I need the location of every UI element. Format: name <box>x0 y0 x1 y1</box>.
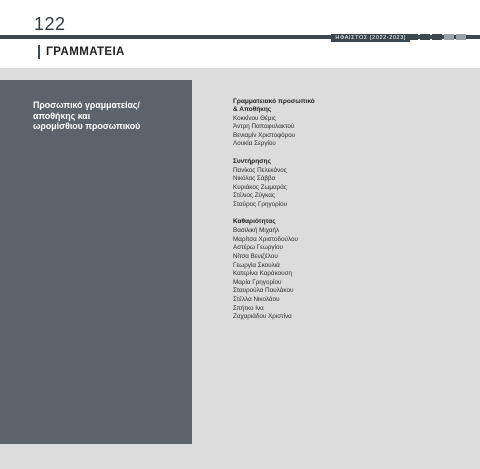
section-marker <box>38 45 40 59</box>
staff-member: Άντρη Παπαφυλακτού <box>233 123 295 131</box>
panel-heading: Προσωπικό γραμματείας/ αποθήκης και ωρομίσθιου προσωπικού <box>33 100 141 131</box>
group-title: Συντήρησης <box>233 157 271 165</box>
header-square <box>408 34 418 40</box>
edition-label: ΗΦΑΙΣΤΟΣ [2022-2023] <box>331 34 410 42</box>
staff-member: Σταυρούλα Παυλάκου <box>233 287 294 295</box>
staff-member: Σπήτκο Ινα <box>233 304 264 312</box>
staff-member: Αστέρω Γεωργίου <box>233 244 283 252</box>
header-square <box>420 34 430 40</box>
staff-member: Στέλλα Νικολάου <box>233 295 280 303</box>
staff-group <box>233 98 433 149</box>
section-title: ΓΡΑΜΜΑΤΕΙΑ <box>46 46 125 58</box>
staff-member: Μαρία Γρηγορίου <box>233 278 282 286</box>
staff-member: Στέλιος Ζύγκας <box>233 192 275 200</box>
group-title: Καθαριότητας <box>233 218 276 226</box>
staff-member: Κατερίνα Καράκουση <box>233 270 292 278</box>
header-square <box>432 34 442 40</box>
staff-member: Νίτσα Βενιζέλου <box>233 253 278 260</box>
staff-list <box>233 98 433 330</box>
staff-group <box>233 218 433 322</box>
header-square <box>444 34 454 40</box>
page-number: 122 <box>34 14 66 34</box>
staff-member: Σταύρος Γρηγορίου <box>233 201 288 209</box>
header-square <box>456 34 466 40</box>
group-title: Γραμματειακό προσωπικό & Αποθήκης <box>233 98 315 113</box>
staff-member: Λουκία Σεργίου <box>233 140 276 148</box>
side-panel <box>0 80 192 444</box>
staff-member: Βασιλική Μιχαήλ <box>233 227 280 235</box>
staff-member: Γεωργία Σκουλιά <box>233 261 280 269</box>
staff-member: Κοκκίνου Θέμις <box>233 114 276 122</box>
header-squares <box>408 34 466 40</box>
staff-member: Ζαχαριάδου Χριστίνα <box>233 313 292 321</box>
staff-member: Νικόλας Σάββα <box>233 175 276 183</box>
staff-member: Βενιαμίν Χριστοφόρου <box>233 131 296 139</box>
staff-member: Κυριάκος Ζωμαράς <box>233 183 287 191</box>
staff-member: Μαρίτσα Χριστοδούλου <box>233 235 298 243</box>
staff-group <box>233 158 433 210</box>
staff-member: Πανίκος Πελεκάνος <box>233 166 287 174</box>
